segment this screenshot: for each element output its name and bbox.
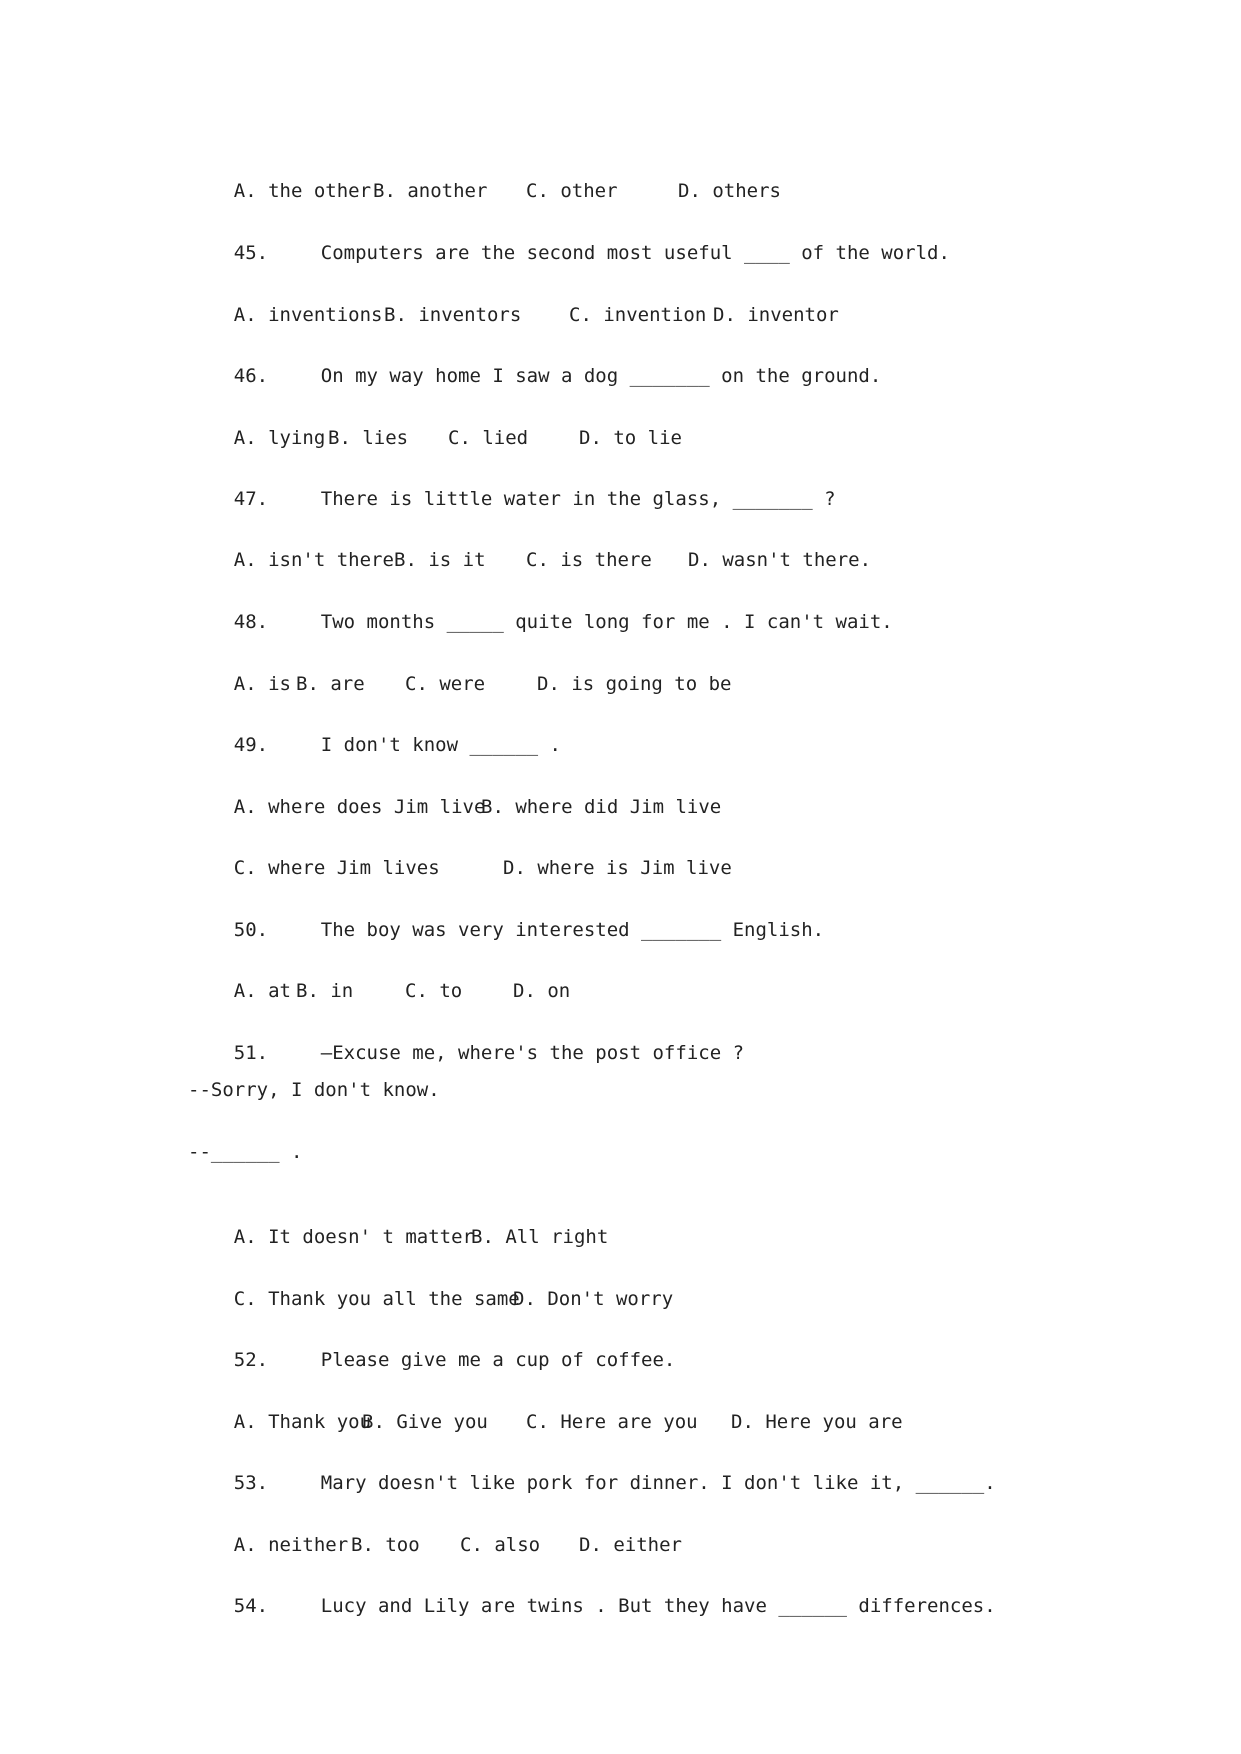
q49-option-c: C. where Jim lives [233,857,440,879]
q52-option-c: C. Here are you [526,1411,698,1433]
q48-option-b: B. are [296,673,365,695]
q51-option-c: C. Thank you all the same [233,1288,520,1310]
q50-number: 50. [233,919,269,941]
q50-stem-line [188,894,825,941]
q54-stem: Lucy and Lily are twins . But they have ______ differences. [320,1595,996,1617]
q45-stem-line [188,217,950,264]
q44-option-d: D. others [678,180,781,202]
q49-stem-line [188,709,561,756]
q47-stem: There is little water in the glass, _______ ? [320,488,836,510]
q49-options-ab [188,771,722,818]
q52-stem-line [188,1324,676,1371]
q46-option-a: A. lying [233,427,326,449]
q46-stem-line [188,340,882,387]
q49-option-d: D. where is Jim live [503,857,732,879]
q51-stem-line [188,1017,745,1064]
q52-stem: Please give me a cup of coffee. [320,1349,676,1371]
q46-options [188,402,682,449]
q52-option-b: B. Give you [362,1411,488,1433]
q51-dialog-2: --______ . [188,1141,303,1163]
q45-option-c: C. invention [569,304,707,326]
q48-number: 48. [233,611,269,633]
q45-option-b: B. inventors [384,304,522,326]
q47-option-a: A. isn't there [233,549,394,571]
q45-option-d: D. inventor [713,304,839,326]
q48-options [188,648,732,695]
q45-number: 45. [233,242,269,264]
q50-option-d: D. on [513,980,571,1002]
q48-option-a: A. is [233,673,291,695]
q52-number: 52. [233,1349,269,1371]
q52-option-d: D. Here you are [731,1411,903,1433]
q51-stem: –Excuse me, where's the post office ? [320,1042,745,1064]
q47-option-c: C. is there [526,549,652,571]
q53-stem-line [188,1447,996,1494]
q51-option-b: B. All right [471,1226,609,1248]
q47-options [188,524,872,571]
q53-option-a: A. neither [233,1534,349,1556]
q50-option-b: B. in [296,980,354,1002]
q48-option-d: D. is going to be [537,673,732,695]
q47-stem-line [188,463,836,510]
q49-option-b: B. where did Jim live [481,796,722,818]
q46-option-c: C. lied [448,427,529,449]
q52-option-a: A. Thank you [233,1411,372,1433]
q50-option-a: A. at [233,980,291,1002]
q48-option-c: C. were [405,673,486,695]
q48-stem: Two months _____ quite long for me . I can't wait. [320,611,893,633]
q44-option-c: C. other [526,180,618,202]
q46-option-b: B. lies [328,427,409,449]
q51-options-ab [188,1201,609,1248]
q51-option-a: A. It doesn' t matter [233,1226,474,1248]
q50-option-c: C. to [405,980,463,1002]
q49-options-cd [188,832,732,879]
q49-number: 49. [233,734,269,756]
q53-option-c: C. also [460,1534,541,1556]
q51-option-d: D. Don't worry [513,1288,674,1310]
q50-options [188,955,571,1002]
q51-dialog-1: --Sorry, I don't know. [188,1079,440,1101]
q52-options [188,1386,903,1433]
q45-options [188,279,839,326]
q47-option-b: B. is it [394,549,486,571]
q51-number: 51. [233,1042,269,1064]
q54-number: 54. [233,1595,269,1617]
q50-stem: The boy was very interested _______ English. [320,919,825,941]
q44-options [188,155,781,202]
q44-option-a: A. the other [233,180,372,202]
q49-stem: I don't know ______ . [320,734,561,756]
q44-option-b: B. another [373,180,488,202]
q45-option-a: A. inventions [233,304,383,326]
q46-stem: On my way home I saw a dog _______ on the ground. [320,365,882,387]
q53-option-d: D. either [579,1534,682,1556]
q45-stem: Computers are the second most useful ____ of the world. [320,242,950,264]
q48-stem-line [188,586,893,633]
q47-number: 47. [233,488,269,510]
q47-option-d: D. wasn't there. [688,549,872,571]
q53-stem: Mary doesn't like pork for dinner. I don't like it, ______. [320,1472,996,1494]
q46-number: 46. [233,365,269,387]
q53-option-b: B. too [351,1534,420,1556]
q53-number: 53. [233,1472,269,1494]
q51-options-cd [188,1263,674,1310]
q49-option-a: A. where does Jim live [233,796,486,818]
q53-options [188,1509,682,1556]
q54-stem-line [188,1570,996,1617]
q46-option-d: D. to lie [579,427,682,449]
